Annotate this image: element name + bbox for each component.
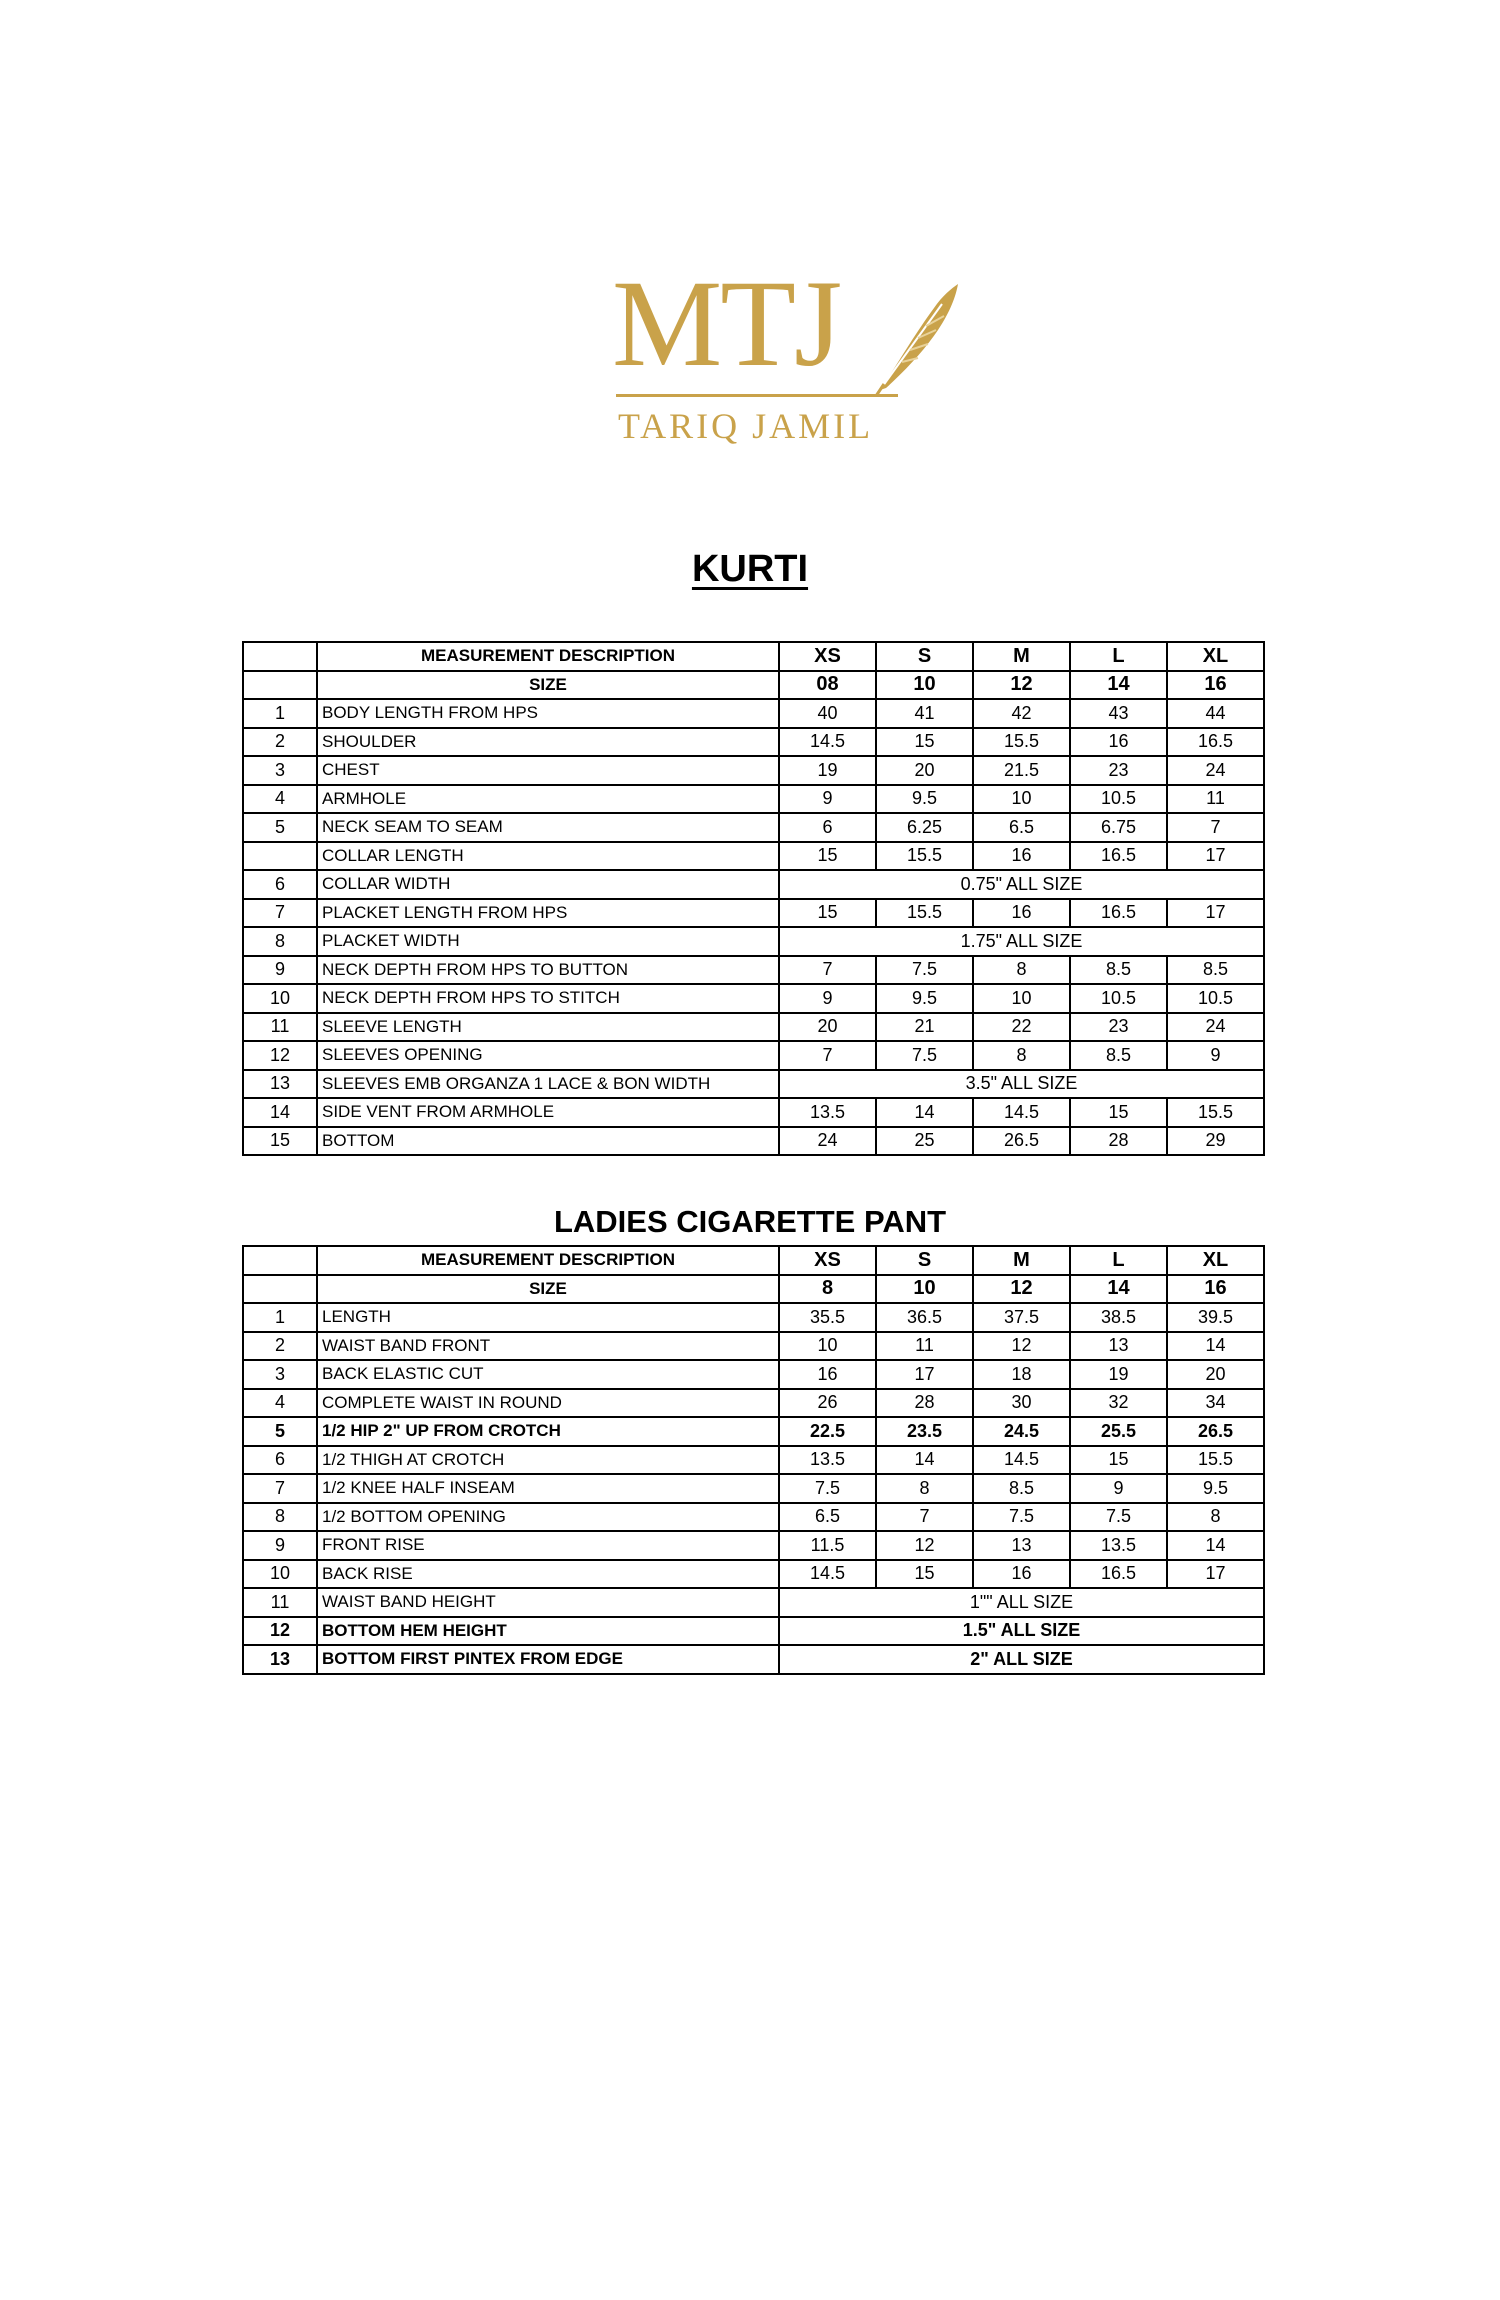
feather-quill-icon (872, 278, 962, 398)
table-row (243, 1560, 1264, 1589)
measurement-value: 7 (1167, 813, 1264, 842)
measurement-value: 13 (973, 1531, 1070, 1560)
measurement-description: 1/2 KNEE HALF INSEAM (317, 1474, 779, 1503)
measurement-value: 15.5 (1167, 1446, 1264, 1475)
measurement-value: 6.25 (876, 813, 973, 842)
measurement-description: NECK SEAM TO SEAM (317, 813, 779, 842)
measurement-value: 24.5 (973, 1417, 1070, 1446)
measurement-value: 14.5 (973, 1446, 1070, 1475)
all-size-value: 2" ALL SIZE (779, 1645, 1264, 1674)
brand-monogram: MTJ (612, 255, 841, 392)
measurement-value: 20 (779, 1013, 876, 1042)
row-number-header (243, 1246, 317, 1275)
row-number: 3 (243, 756, 317, 785)
size-header: L (1070, 642, 1167, 671)
measurement-description: FRONT RISE (317, 1531, 779, 1560)
table-row (243, 756, 1264, 785)
measurement-value: 15 (1070, 1098, 1167, 1127)
row-number: 6 (243, 870, 317, 899)
table-row (243, 785, 1264, 814)
table-row (243, 870, 1264, 899)
row-number: 6 (243, 1446, 317, 1475)
measurement-value: 6.75 (1070, 813, 1167, 842)
measurement-value: 9 (1167, 1041, 1264, 1070)
measurement-value: 7.5 (876, 956, 973, 985)
measurement-description: PLACKET WIDTH (317, 927, 779, 956)
measurement-value: 29 (1167, 1127, 1264, 1156)
table-row (243, 1503, 1264, 1532)
measurement-value: 16 (973, 1560, 1070, 1589)
measurement-value: 12 (973, 1332, 1070, 1361)
measurement-description: NECK DEPTH FROM HPS TO BUTTON (317, 956, 779, 985)
row-number: 11 (243, 1013, 317, 1042)
measurement-value: 15.5 (973, 728, 1070, 757)
size-number: 10 (876, 1275, 973, 1304)
measurement-value: 26.5 (973, 1127, 1070, 1156)
measurement-value: 35.5 (779, 1303, 876, 1332)
measurement-value: 21.5 (973, 756, 1070, 785)
size-header: L (1070, 1246, 1167, 1275)
size-header: XS (779, 642, 876, 671)
measurement-value: 16 (973, 842, 1070, 871)
row-number: 4 (243, 785, 317, 814)
measurement-value: 37.5 (973, 1303, 1070, 1332)
size-number: 12 (973, 1275, 1070, 1304)
measurement-value: 14 (876, 1446, 973, 1475)
measurement-value: 16 (1070, 728, 1167, 757)
measurement-value: 15 (876, 1560, 973, 1589)
measurement-value: 17 (1167, 1560, 1264, 1589)
size-number-row (243, 1275, 1264, 1304)
table-row (243, 1446, 1264, 1475)
measurement-value: 7.5 (876, 1041, 973, 1070)
table-row (243, 1013, 1264, 1042)
row-number: 5 (243, 813, 317, 842)
measurement-value: 42 (973, 699, 1070, 728)
measurement-description: 1/2 HIP 2" UP FROM CROTCH (317, 1417, 779, 1446)
measurement-value: 9 (1070, 1474, 1167, 1503)
row-number: 5 (243, 1417, 317, 1446)
measurement-description: SIDE VENT FROM ARMHOLE (317, 1098, 779, 1127)
measurement-value: 15.5 (1167, 1098, 1264, 1127)
table-row (243, 1588, 1264, 1617)
description-header: MEASUREMENT DESCRIPTION (317, 1246, 779, 1275)
row-number: 4 (243, 1389, 317, 1418)
row-number: 10 (243, 984, 317, 1013)
measurement-description: LENGTH (317, 1303, 779, 1332)
table-row (243, 1531, 1264, 1560)
size-number: 14 (1070, 1275, 1167, 1304)
table-row (243, 1645, 1264, 1674)
row-number: 1 (243, 1303, 317, 1332)
measurement-description: NECK DEPTH FROM HPS TO STITCH (317, 984, 779, 1013)
measurement-value: 6.5 (973, 813, 1070, 842)
measurement-value: 9.5 (876, 984, 973, 1013)
measurement-value: 6 (779, 813, 876, 842)
measurement-value: 22 (973, 1013, 1070, 1042)
row-number: 15 (243, 1127, 317, 1156)
measurement-value: 41 (876, 699, 973, 728)
measurement-value: 18 (973, 1360, 1070, 1389)
size-label: SIZE (317, 1275, 779, 1304)
size-number: 14 (1070, 671, 1167, 700)
size-header: XL (1167, 1246, 1264, 1275)
measurement-value: 28 (1070, 1127, 1167, 1156)
measurement-value: 7.5 (973, 1503, 1070, 1532)
all-size-value: 3.5" ALL SIZE (779, 1070, 1264, 1099)
measurement-description: CHEST (317, 756, 779, 785)
measurement-value: 11.5 (779, 1531, 876, 1560)
measurement-description: SHOULDER (317, 728, 779, 757)
measurement-description: WAIST BAND FRONT (317, 1332, 779, 1361)
measurement-value: 14.5 (779, 728, 876, 757)
size-number: 16 (1167, 1275, 1264, 1304)
measurement-value: 15 (1070, 1446, 1167, 1475)
measurement-value: 14 (876, 1098, 973, 1127)
table-row (243, 1303, 1264, 1332)
measurement-value: 19 (1070, 1360, 1167, 1389)
measurement-value: 13.5 (779, 1098, 876, 1127)
measurement-value: 34 (1167, 1389, 1264, 1418)
measurement-value: 13 (1070, 1332, 1167, 1361)
row-number (243, 842, 317, 871)
size-number: 10 (876, 671, 973, 700)
table-row (243, 1332, 1264, 1361)
measurement-value: 15.5 (876, 899, 973, 928)
measurement-value: 26 (779, 1389, 876, 1418)
measurement-value: 11 (876, 1332, 973, 1361)
measurement-description: BODY LENGTH FROM HPS (317, 699, 779, 728)
measurement-value: 15 (876, 728, 973, 757)
measurement-description: 1/2 BOTTOM OPENING (317, 1503, 779, 1532)
measurement-value: 19 (779, 756, 876, 785)
measurement-description: COLLAR LENGTH (317, 842, 779, 871)
measurement-value: 20 (876, 756, 973, 785)
all-size-value: 1"" ALL SIZE (779, 1588, 1264, 1617)
measurement-description: COLLAR WIDTH (317, 870, 779, 899)
brand-name: TARIQ JAMIL (618, 406, 874, 446)
row-number: 2 (243, 728, 317, 757)
table-row (243, 1041, 1264, 1070)
row-number: 3 (243, 1360, 317, 1389)
measurement-description: WAIST BAND HEIGHT (317, 1588, 779, 1617)
size-number: 08 (779, 671, 876, 700)
measurement-value: 10.5 (1070, 785, 1167, 814)
measurement-value: 22.5 (779, 1417, 876, 1446)
table-row (243, 842, 1264, 871)
size-number: 8 (779, 1275, 876, 1304)
measurement-value: 25.5 (1070, 1417, 1167, 1446)
measurement-description: ARMHOLE (317, 785, 779, 814)
measurement-value: 16.5 (1070, 1560, 1167, 1589)
row-number: 2 (243, 1332, 317, 1361)
table-row (243, 1417, 1264, 1446)
measurement-value: 9 (779, 785, 876, 814)
table-row (243, 1617, 1264, 1646)
measurement-value: 7.5 (1070, 1503, 1167, 1532)
measurement-description: SLEEVES OPENING (317, 1041, 779, 1070)
row-number: 11 (243, 1588, 317, 1617)
row-number: 8 (243, 1503, 317, 1532)
size-header: M (973, 1246, 1070, 1275)
measurement-value: 17 (1167, 899, 1264, 928)
measurement-value: 20 (1167, 1360, 1264, 1389)
measurement-value: 28 (876, 1389, 973, 1418)
size-header: XL (1167, 642, 1264, 671)
description-header: MEASUREMENT DESCRIPTION (317, 642, 779, 671)
measurement-value: 40 (779, 699, 876, 728)
measurement-value: 14 (1167, 1531, 1264, 1560)
measurement-value: 24 (1167, 756, 1264, 785)
measurement-value: 16 (973, 899, 1070, 928)
measurement-value: 9 (779, 984, 876, 1013)
all-size-value: 0.75" ALL SIZE (779, 870, 1264, 899)
row-number: 9 (243, 1531, 317, 1560)
header-row (243, 642, 1264, 671)
measurement-value: 12 (876, 1531, 973, 1560)
measurement-value: 21 (876, 1013, 973, 1042)
measurement-value: 15 (779, 899, 876, 928)
size-header: M (973, 642, 1070, 671)
measurement-value: 14.5 (779, 1560, 876, 1589)
measurement-value: 24 (779, 1127, 876, 1156)
measurement-description: BOTTOM (317, 1127, 779, 1156)
row-number-header (243, 642, 317, 671)
size-number-row (243, 671, 1264, 700)
row-number: 10 (243, 1560, 317, 1589)
measurement-value: 10 (973, 984, 1070, 1013)
table-row (243, 813, 1264, 842)
measurement-value: 8.5 (1070, 956, 1167, 985)
header-row (243, 1246, 1264, 1275)
table-row (243, 1127, 1264, 1156)
row-number: 9 (243, 956, 317, 985)
measurement-value: 38.5 (1070, 1303, 1167, 1332)
measurement-value: 10.5 (1167, 984, 1264, 1013)
table-row (243, 699, 1264, 728)
measurement-value: 8.5 (1070, 1041, 1167, 1070)
table-row (243, 1098, 1264, 1127)
size-number: 16 (1167, 671, 1264, 700)
table-row (243, 899, 1264, 928)
measurement-value: 10 (779, 1332, 876, 1361)
measurement-value: 8.5 (1167, 956, 1264, 985)
measurement-value: 30 (973, 1389, 1070, 1418)
measurement-value: 17 (1167, 842, 1264, 871)
measurement-value: 13.5 (1070, 1531, 1167, 1560)
measurement-value: 14 (1167, 1332, 1264, 1361)
measurement-value: 15 (779, 842, 876, 871)
row-number-header (243, 1275, 317, 1304)
kurti-size-chart (242, 641, 1265, 1156)
row-number: 13 (243, 1645, 317, 1674)
table-row (243, 1360, 1264, 1389)
measurement-value: 9.5 (876, 785, 973, 814)
pant-size-chart (242, 1245, 1265, 1675)
measurement-value: 15.5 (876, 842, 973, 871)
size-header: S (876, 1246, 973, 1275)
measurement-value: 32 (1070, 1389, 1167, 1418)
all-size-value: 1.75" ALL SIZE (779, 927, 1264, 956)
measurement-value: 23.5 (876, 1417, 973, 1446)
measurement-value: 7 (779, 1041, 876, 1070)
measurement-value: 36.5 (876, 1303, 973, 1332)
size-header: S (876, 642, 973, 671)
measurement-description: COMPLETE WAIST IN ROUND (317, 1389, 779, 1418)
size-header: XS (779, 1246, 876, 1275)
measurement-value: 16 (779, 1360, 876, 1389)
measurement-value: 43 (1070, 699, 1167, 728)
table-row (243, 1474, 1264, 1503)
measurement-description: BOTTOM HEM HEIGHT (317, 1617, 779, 1646)
measurement-value: 7.5 (779, 1474, 876, 1503)
measurement-value: 44 (1167, 699, 1264, 728)
measurement-description: BOTTOM FIRST PINTEX FROM EDGE (317, 1645, 779, 1674)
row-number: 14 (243, 1098, 317, 1127)
table-row (243, 956, 1264, 985)
row-number: 12 (243, 1617, 317, 1646)
measurement-value: 8 (973, 1041, 1070, 1070)
brand-rule (616, 394, 898, 397)
table-row (243, 1389, 1264, 1418)
measurement-value: 6.5 (779, 1503, 876, 1532)
measurement-value: 16.5 (1167, 728, 1264, 757)
all-size-value: 1.5" ALL SIZE (779, 1617, 1264, 1646)
table-row (243, 728, 1264, 757)
measurement-value: 10.5 (1070, 984, 1167, 1013)
row-number: 12 (243, 1041, 317, 1070)
measurement-value: 14.5 (973, 1098, 1070, 1127)
measurement-value: 9.5 (1167, 1474, 1264, 1503)
measurement-value: 10 (973, 785, 1070, 814)
measurement-description: BACK ELASTIC CUT (317, 1360, 779, 1389)
kurti-title: KURTI (691, 548, 809, 590)
row-number: 13 (243, 1070, 317, 1099)
brand-logo (612, 255, 964, 446)
measurement-value: 24 (1167, 1013, 1264, 1042)
pant-title: LADIES CIGARETTE PANT (553, 1204, 947, 1239)
measurement-description: BACK RISE (317, 1560, 779, 1589)
measurement-description: SLEEVES EMB ORGANZA 1 LACE & BON WIDTH (317, 1070, 779, 1099)
measurement-description: PLACKET LENGTH FROM HPS (317, 899, 779, 928)
measurement-value: 23 (1070, 1013, 1167, 1042)
row-number: 7 (243, 899, 317, 928)
measurement-value: 8.5 (973, 1474, 1070, 1503)
measurement-value: 25 (876, 1127, 973, 1156)
measurement-value: 7 (779, 956, 876, 985)
measurement-value: 8 (876, 1474, 973, 1503)
measurement-description: SLEEVE LENGTH (317, 1013, 779, 1042)
table-row (243, 984, 1264, 1013)
measurement-value: 16.5 (1070, 842, 1167, 871)
measurement-value: 7 (876, 1503, 973, 1532)
row-number: 7 (243, 1474, 317, 1503)
measurement-value: 8 (973, 956, 1070, 985)
table-row (243, 1070, 1264, 1099)
row-number: 1 (243, 699, 317, 728)
table-row (243, 927, 1264, 956)
size-label: SIZE (317, 671, 779, 700)
measurement-value: 39.5 (1167, 1303, 1264, 1332)
row-number: 8 (243, 927, 317, 956)
row-number-header (243, 671, 317, 700)
measurement-value: 16.5 (1070, 899, 1167, 928)
measurement-value: 8 (1167, 1503, 1264, 1532)
size-number: 12 (973, 671, 1070, 700)
measurement-value: 13.5 (779, 1446, 876, 1475)
measurement-value: 23 (1070, 756, 1167, 785)
measurement-value: 17 (876, 1360, 973, 1389)
measurement-description: 1/2 THIGH AT CROTCH (317, 1446, 779, 1475)
measurement-value: 26.5 (1167, 1417, 1264, 1446)
measurement-value: 11 (1167, 785, 1264, 814)
